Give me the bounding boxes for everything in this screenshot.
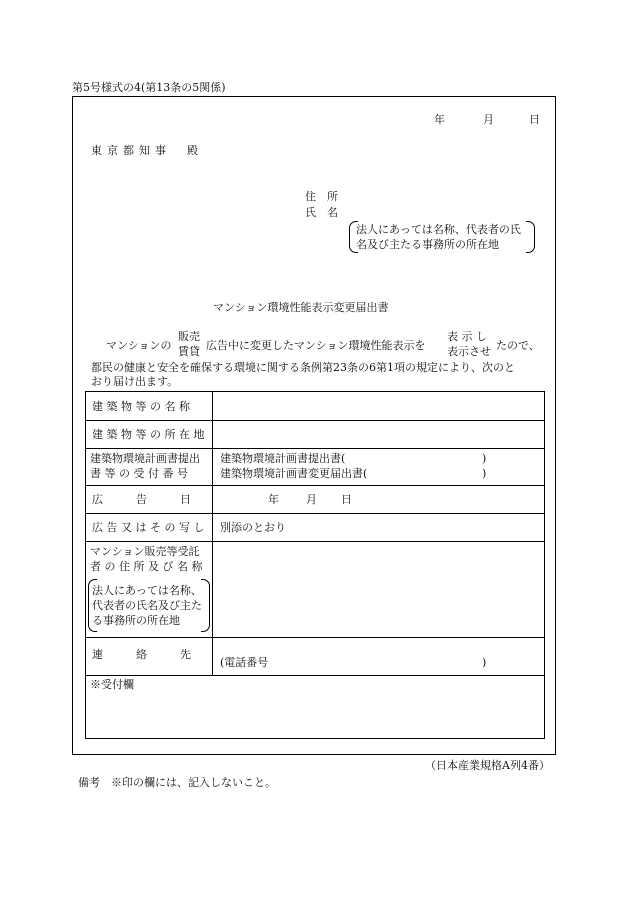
consignee-label-line2: 者 の 住 所 及 び 名 称 [90,560,203,573]
ad-date-label: 広 告 日 [92,493,191,506]
receipt-label-line2: 書 等 の 受 付 番 号 [90,467,188,480]
receipt-plan-close: ) [482,452,487,465]
consignee-note-line1: 法人にあっては名称、 [92,584,202,597]
body-part3: たので、 [496,339,540,352]
consignee-note-line2: 代表者の氏名及び主た [92,599,202,612]
addressee: 東京都知事 殿 [91,144,203,157]
consignee-note-line3: る事務所の所在地 [92,614,180,627]
body-part1: マンションの [106,339,172,352]
receipt-plan: 建築物環境計画書提出書( [220,452,346,465]
contact-phone: (電話番号 [220,656,269,669]
corp-note-line2: 名及び主たる事務所の所在地 [356,238,499,251]
body-sale: 販売 [178,330,200,343]
date-year: 年 [434,113,445,126]
building-location-label: 建 築 物 等 の 所 在 地 [92,428,205,441]
contact-phone-close: ) [482,656,487,669]
remark: 備考 ※印の欄には、記入しないこと。 [78,776,276,789]
contact-label: 連 絡 先 [92,648,191,661]
form-table [85,391,545,739]
page-title: マンション環境性能表示変更届出書 [213,301,389,314]
receipt-change: 建築物環境計画書変更届出書( [220,467,368,480]
date-day: 日 [529,113,540,126]
date-month: 月 [483,113,494,126]
receipt-change-close: ) [482,467,487,480]
consignee-label-line1: マンション販売等受託 [90,545,200,558]
building-name-label: 建 築 物 等 の 名 称 [92,400,190,413]
body-line3: おり届け出ます。 [91,375,179,388]
corp-note-line1: 法人にあっては名称、代表者の氏 [356,223,521,236]
address-label: 住 所 [305,190,338,203]
ad-year: 年 [268,493,279,506]
paper-size-note: （日本産業規格A列4番） [425,759,550,772]
body-rent: 賃貸 [178,345,200,358]
receipt-label-line1: 建築物環境計画書提出 [90,452,200,465]
reception-field: ※受付欄 [90,678,134,691]
body-line2: 都民の健康と安全を確保する環境に関する条例第23条の6第1項の規定により、次のと [91,361,515,374]
name-label: 氏 名 [305,206,338,219]
ad-day: 日 [341,493,352,506]
body-part2: 広告中に変更したマンション環境性能表示を [206,339,426,352]
ad-copy-label: 広 告 又 は そ の 写 し [92,521,205,534]
form-number: 第5号様式の4(第13条の5関係) [72,81,226,94]
body-display-cause: 表示させ [447,345,491,358]
body-display: 表 示 し [447,330,487,343]
ad-month: 月 [306,493,317,506]
ad-copy-value: 別添のとおり [220,521,286,534]
